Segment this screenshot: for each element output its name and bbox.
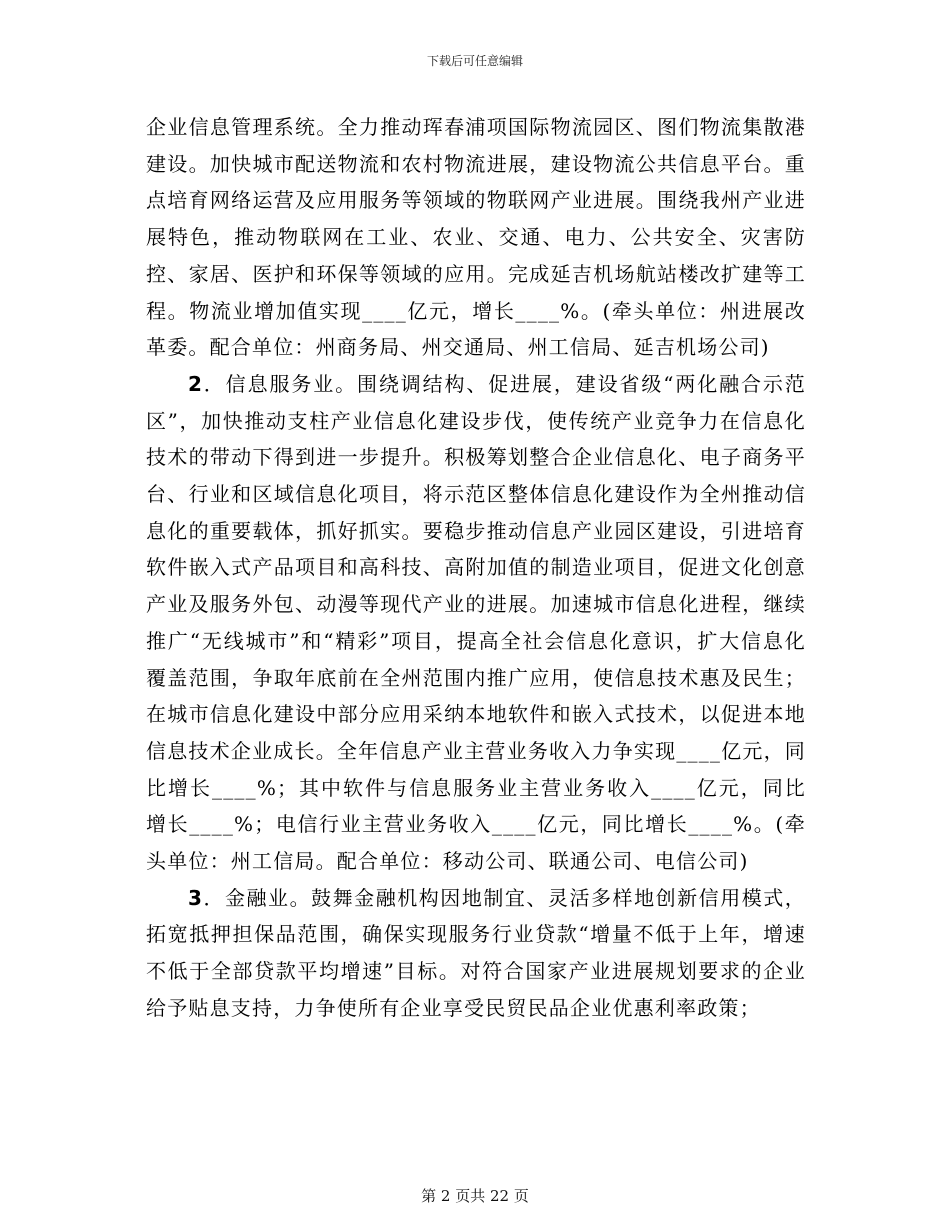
paragraph-text: ．金融业。鼓舞金融机构因地制宜、灵活多样地创新信用模式，拓宽抵押担保品范围，确保实现服务行业贷款“增量不低于上年，增速不低于全部贷款平均增速”目标。对符合国家产业进展规划要求的企业给予贴息支持，力争使所有企业享受民贸民品企业优惠利率政策； [146, 885, 806, 1020]
paragraph-text: ．信息服务业。围绕调结构、促进展，建设省级“两化融合示范区”，加快推动支柱产业信息化建设步伐，使传统产业竞争力在信息化技术的带动下得到进一步提升。积极筹划整合企业信息化、电子商务平台、行业和区域信息化项目，将示范区整体信息化建设作为全州推动信息化的重要载体，抓好抓实。要稳步推动信息产业园区建设，引进培育软件嵌入式产品项目和高科技、高附加值的制造业项目，促进文化创意产业及服务外包、动漫等现代产业的进展。加速城市信息化进程，继续推广“无线城市”和“精彩”项目，提高全社会信息化意识，扩大信息化覆盖范围，争取年底前在全州范围内推广应用，使信息技术惠及民生；在城市信息化建设中部分应用采纳本地软件和嵌入式技术，以促进本地信息技术企业成长。全年信息产业主营业务收入力争实现____亿元，同比增长____%；其中软件与信息服务业主营业务收入____亿元，同比增长____%；电信行业主营业务收入____亿元，同比增长____%。(牵头单位：州工信局。配合单位：移动公司、联通公司、电信公司) [146, 371, 806, 874]
page-header: 下载后可任意编辑 [426, 54, 523, 68]
paragraph-finance [146, 880, 806, 1027]
document-body [146, 109, 806, 1027]
page-footer: 第 2 页共 22 页 [421, 1187, 529, 1205]
section-number: 3 [188, 885, 204, 910]
paragraph-information-services [146, 366, 806, 880]
paragraph-logistics-continued [146, 109, 806, 366]
paragraph-text: 企业信息管理系统。全力推动珲春浦项国际物流园区、图们物流集散港建设。加快城市配送物流和农村物流进展，建设物流公共信息平台。重点培育网络运营及应用服务等领域的物联网产业进展。围绕我州产业进展特色，推动物联网在工业、农业、交通、电力、公共安全、灾害防控、家居、医护和环保等领域的应用。完成延吉机场航站楼改扩建等工程。物流业增加值实现____亿元，增长____%。(牵头单位：州进展改革委。配合单位：州商务局、州交通局、州工信局、延吉机场公司) [146, 115, 806, 360]
section-number: 2 [188, 371, 204, 396]
